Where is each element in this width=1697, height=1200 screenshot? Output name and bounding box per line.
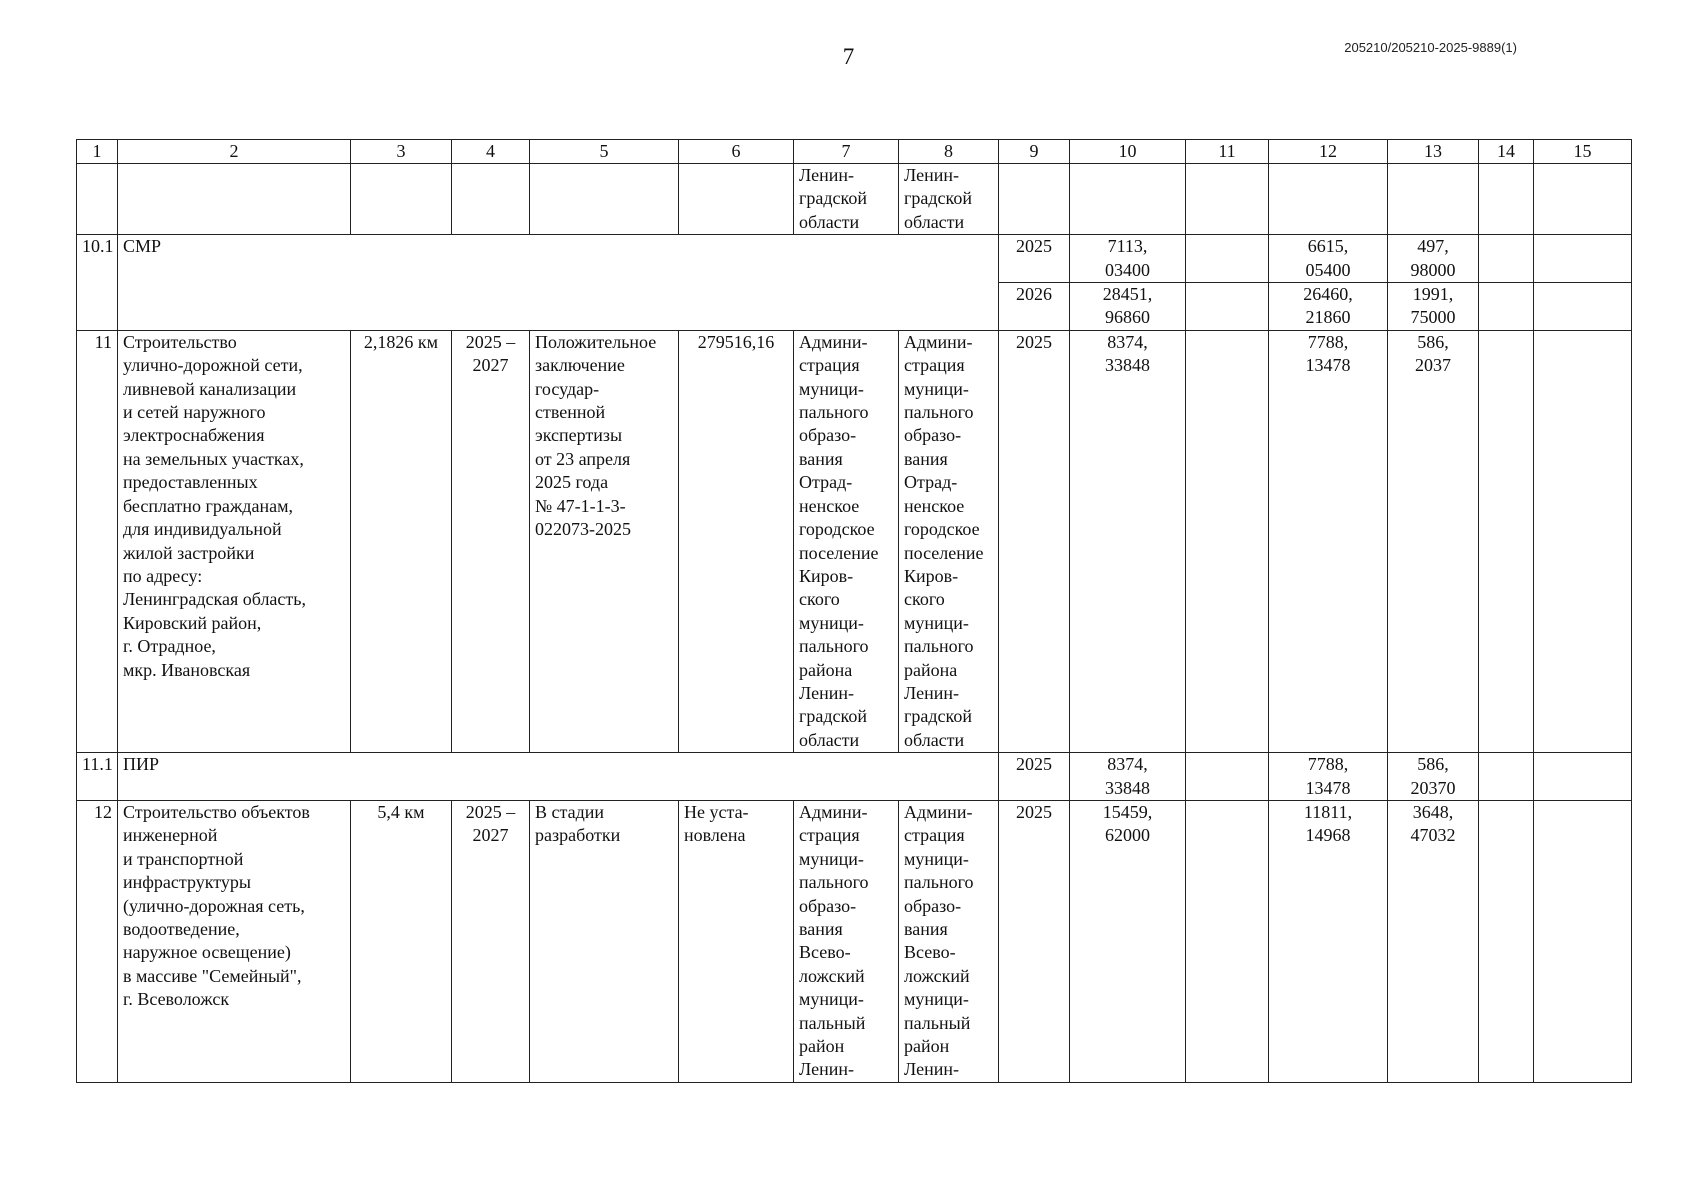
document-id: 205210/205210-2025-9889(1) xyxy=(1344,40,1517,55)
cell-empty xyxy=(1534,164,1632,235)
col-number: 14 xyxy=(1479,140,1534,164)
cell-regional-amount: 7788, 13478 xyxy=(1269,753,1388,801)
cell-empty xyxy=(77,164,118,235)
cell-expertise: В стадии разработки xyxy=(530,800,679,1082)
cell-customer: Админи- страция муници- пального образо- вания Всево- ложский муници- пальный район Ленин- xyxy=(794,800,899,1082)
cell-empty xyxy=(1186,164,1269,235)
cell-work-type-label: СМР xyxy=(118,235,999,331)
cell-row-number: 11.1 xyxy=(77,753,118,801)
col-number: 9 xyxy=(999,140,1070,164)
cell-row-number: 10.1 xyxy=(77,235,118,331)
cell-capacity: 2,1826 км xyxy=(351,330,452,752)
program-table xyxy=(76,139,1632,1083)
cell-capacity: 5,4 км xyxy=(351,800,452,1082)
cell-developer: Админи- страция муници- пального образо- вания Всево- ложский муници- пальный район Ленин- xyxy=(899,800,999,1082)
cell-work-type-label: ПИР xyxy=(118,753,999,801)
cell-empty xyxy=(1534,753,1632,801)
cell-empty xyxy=(1269,164,1388,235)
cell-year: 2025 xyxy=(999,235,1070,283)
cell-total-amount: 28451, 96860 xyxy=(1070,283,1186,331)
cell-developer: Админи- страция муници- пального образо- вания Отрад- ненское городское поселение Киров- ского муници- пального района Ленин- градской области xyxy=(899,330,999,752)
table-row-11 xyxy=(77,330,1632,752)
col-number: 6 xyxy=(679,140,794,164)
cell-local-amount: 3648, 47032 xyxy=(1388,800,1479,1082)
cell-local-amount: 586, 2037 xyxy=(1388,330,1479,752)
cell-empty xyxy=(1534,235,1632,283)
cell-year: 2026 xyxy=(999,283,1070,331)
table-row-12 xyxy=(77,800,1632,1082)
col-number: 2 xyxy=(118,140,351,164)
cell-empty xyxy=(1186,235,1269,283)
cell-period: 2025 – 2027 xyxy=(452,800,530,1082)
col-number: 7 xyxy=(794,140,899,164)
cell-empty xyxy=(1479,753,1534,801)
cell-regional-amount: 6615, 05400 xyxy=(1269,235,1388,283)
cell-local-amount: 497, 98000 xyxy=(1388,235,1479,283)
cell-empty xyxy=(1534,283,1632,331)
cell-object-name: Строительство объектов инженерной и транспортной инфраструктуры (улично-дорожная сеть, водоотведение, наружное освещение) в массиве "Семейный", г. Всеволожск xyxy=(118,800,351,1082)
cell-customer: Ленин- градской области xyxy=(794,164,899,235)
cell-regional-amount: 11811, 14968 xyxy=(1269,800,1388,1082)
cell-empty xyxy=(1186,330,1269,752)
page-number: 7 xyxy=(842,44,855,69)
cell-empty xyxy=(1479,800,1534,1082)
cell-local-amount: 586, 20370 xyxy=(1388,753,1479,801)
cell-empty xyxy=(530,164,679,235)
cell-empty xyxy=(1388,164,1479,235)
cell-period: 2025 – 2027 xyxy=(452,330,530,752)
cell-regional-amount: 7788, 13478 xyxy=(1269,330,1388,752)
col-number: 13 xyxy=(1388,140,1479,164)
cell-cost: Не уста- новлена xyxy=(679,800,794,1082)
continuation-row xyxy=(77,164,1632,235)
col-number: 1 xyxy=(77,140,118,164)
column-number-row xyxy=(77,140,1632,164)
col-number: 10 xyxy=(1070,140,1186,164)
cell-total-amount: 8374, 33848 xyxy=(1070,753,1186,801)
cell-empty xyxy=(118,164,351,235)
cell-total-amount: 7113, 03400 xyxy=(1070,235,1186,283)
cell-expertise: Положительное заключение государ- ственной экспертизы от 23 апреля 2025 года № 47-1-1-3- 022073-2025 xyxy=(530,330,679,752)
cell-empty xyxy=(1534,330,1632,752)
cell-empty xyxy=(1186,800,1269,1082)
cell-empty xyxy=(1186,753,1269,801)
col-number: 8 xyxy=(899,140,999,164)
cell-empty xyxy=(679,164,794,235)
cell-customer: Админи- страция муници- пального образо- вания Отрад- ненское городское поселение Киров- ского муници- пального района Ленин- градской области xyxy=(794,330,899,752)
cell-empty xyxy=(1479,330,1534,752)
cell-total-amount: 15459, 62000 xyxy=(1070,800,1186,1082)
cell-empty xyxy=(1479,164,1534,235)
cell-empty xyxy=(452,164,530,235)
cell-object-name: Строительство улично-дорожной сети, ливневой канализации и сетей наружного электроснабжения на земельных участках, предоставленных бесплатно гражданам, для индивидуальной жилой застройки по адресу: Ленинградская область, Кировский район, г. Отрадное, мкр. Ивановская xyxy=(118,330,351,752)
col-number: 3 xyxy=(351,140,452,164)
cell-empty xyxy=(999,164,1070,235)
table-row-10-1 xyxy=(77,235,1632,283)
cell-total-amount: 8374, 33848 xyxy=(1070,330,1186,752)
cell-cost: 279516,16 xyxy=(679,330,794,752)
cell-year: 2025 xyxy=(999,330,1070,752)
cell-empty xyxy=(351,164,452,235)
cell-row-number: 11 xyxy=(77,330,118,752)
cell-year: 2025 xyxy=(999,753,1070,801)
cell-row-number: 12 xyxy=(77,800,118,1082)
cell-empty xyxy=(1070,164,1186,235)
col-number: 11 xyxy=(1186,140,1269,164)
col-number: 12 xyxy=(1269,140,1388,164)
cell-empty xyxy=(1534,800,1632,1082)
cell-developer: Ленин- градской области xyxy=(899,164,999,235)
cell-local-amount: 1991, 75000 xyxy=(1388,283,1479,331)
cell-empty xyxy=(1186,283,1269,331)
col-number: 4 xyxy=(452,140,530,164)
cell-empty xyxy=(1479,283,1534,331)
cell-empty xyxy=(1479,235,1534,283)
table-row-11-1 xyxy=(77,753,1632,801)
col-number: 5 xyxy=(530,140,679,164)
cell-year: 2025 xyxy=(999,800,1070,1082)
col-number: 15 xyxy=(1534,140,1632,164)
cell-regional-amount: 26460, 21860 xyxy=(1269,283,1388,331)
